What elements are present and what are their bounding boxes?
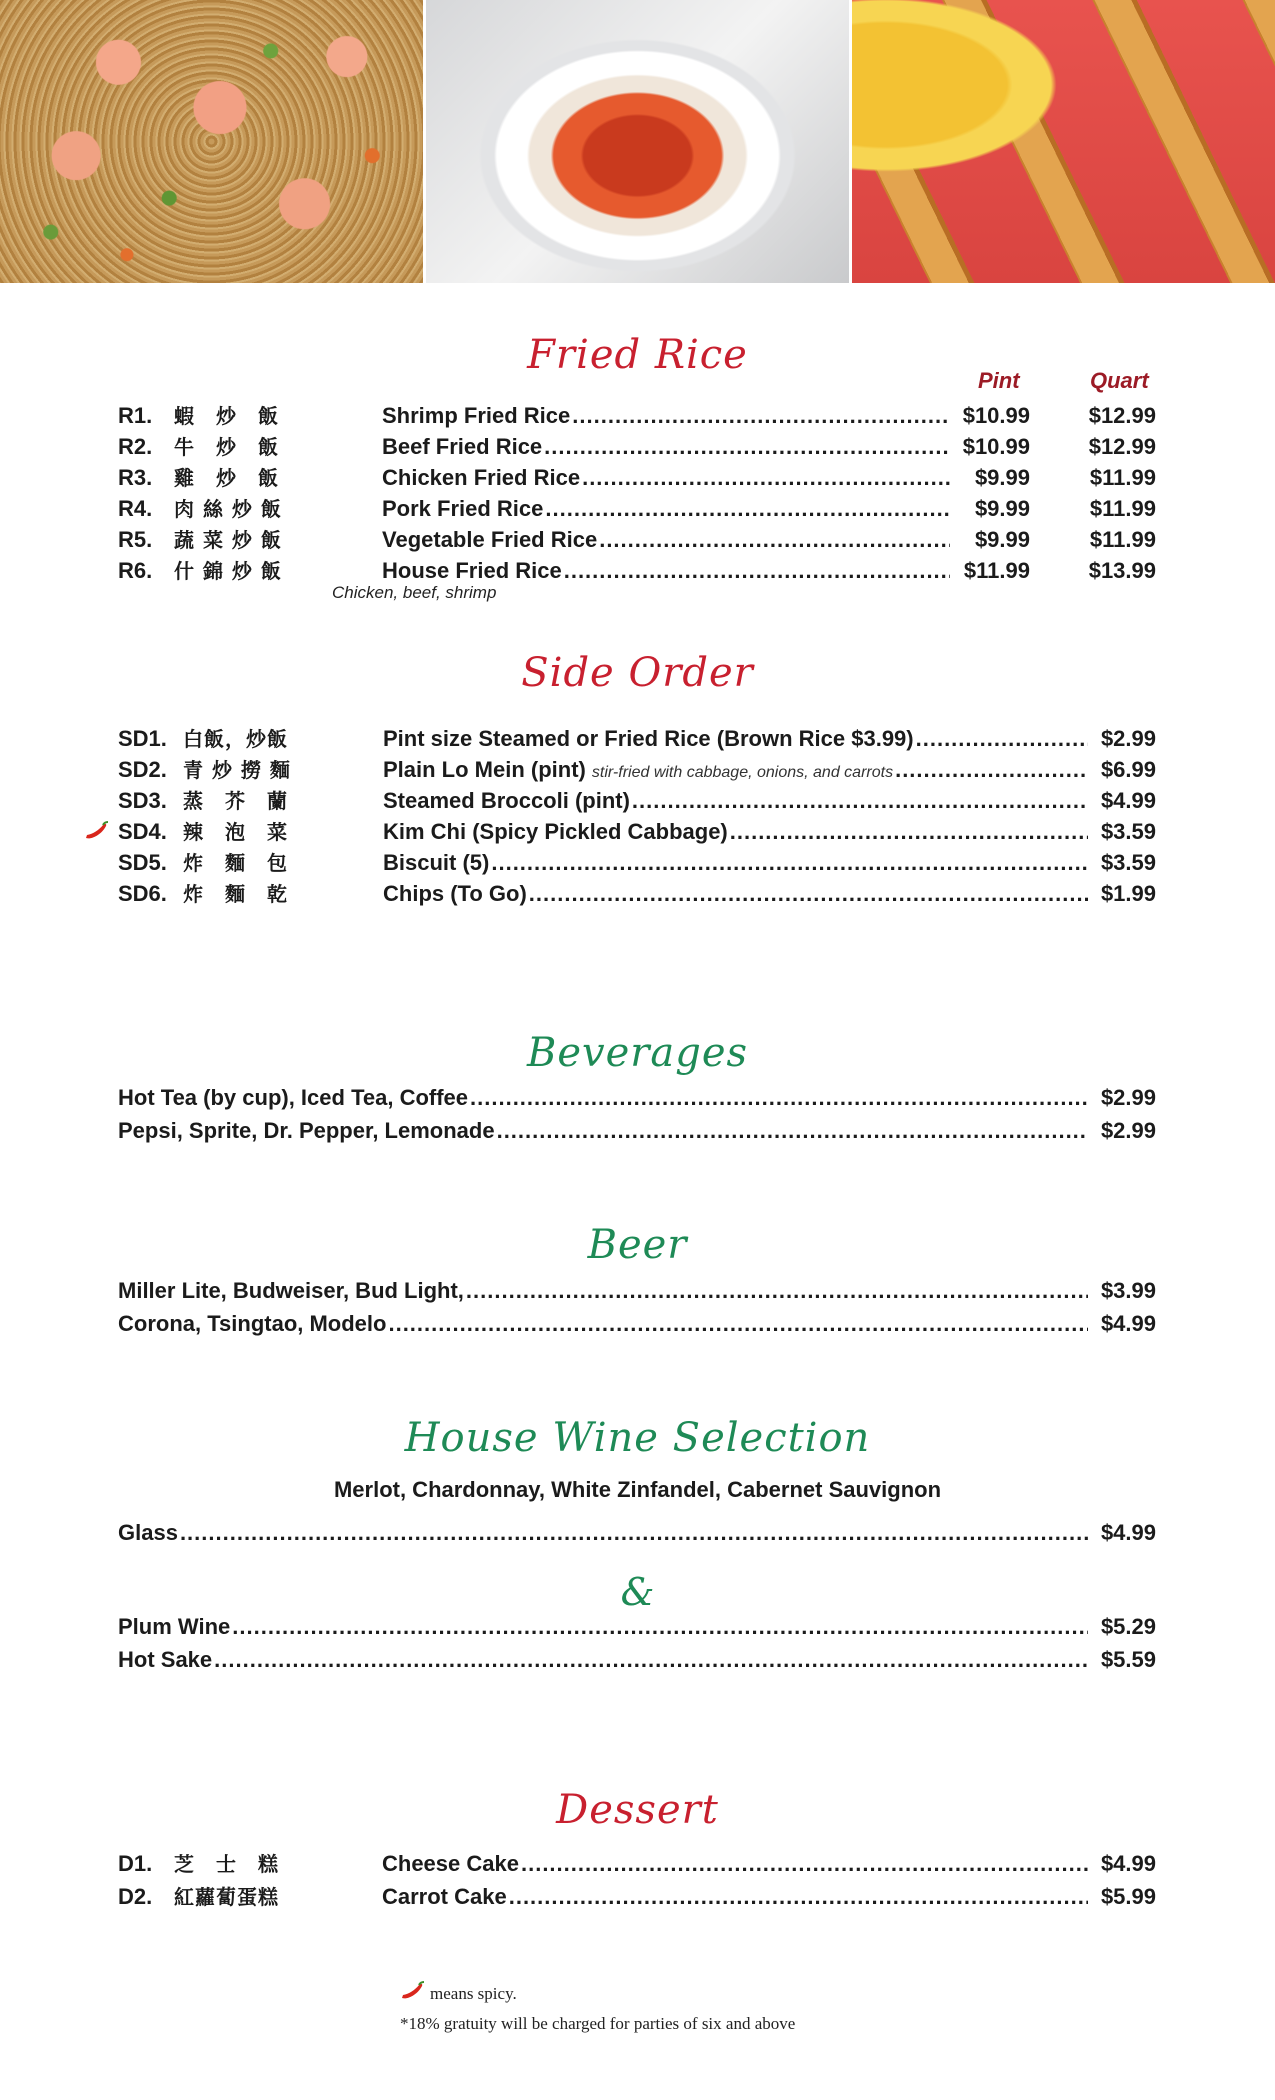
item-price: $4.99	[1100, 1311, 1156, 1336]
item-chinese-name: 青 炒 撈 麵	[183, 758, 291, 782]
item-chinese-name: 雞 炒 飯	[174, 466, 279, 490]
item-name: Kim Chi (Spicy Pickled Cabbage)	[383, 819, 728, 844]
item-code: R4.	[118, 496, 153, 521]
dot-leader	[582, 465, 950, 491]
beer-row	[118, 1311, 1156, 1341]
item-code: SD3.	[118, 788, 167, 813]
menu-item-r5	[118, 524, 1156, 554]
item-chinese-name: 辣 泡 菜	[183, 820, 288, 844]
item-code: R6.	[118, 558, 153, 583]
menu-item-r6	[118, 555, 1156, 585]
item-code: SD5.	[118, 850, 167, 875]
item-chinese-name: 白飯，炒飯	[183, 727, 288, 751]
item-code: R1.	[118, 403, 153, 428]
item-name: Carrot Cake	[382, 1884, 507, 1909]
dot-leader	[572, 403, 950, 429]
item-price: $2.99	[1100, 1085, 1156, 1110]
house-wine-title: House Wine Selection	[404, 1415, 871, 1461]
item-name: Pork Fried Rice	[382, 496, 544, 521]
menu-item-d2	[118, 1881, 1156, 1911]
item-description: stir-fried with cabbage, onions, and carrots	[591, 764, 894, 781]
item-code: R2.	[118, 434, 153, 459]
beverage-row	[118, 1085, 1156, 1115]
dot-leader	[509, 1884, 1088, 1910]
item-chinese-name: 紅蘿蔔蛋糕	[174, 1885, 279, 1909]
menu-item-sd2	[118, 754, 1156, 784]
header-photos	[0, 0, 1275, 283]
item-name: Plum Wine	[118, 1614, 231, 1639]
item-price: $1.99	[1100, 881, 1156, 906]
item-name: Glass	[118, 1520, 178, 1545]
item-chinese-name: 什 錦 炒 飯	[174, 559, 282, 583]
spicy-legend: means spicy.	[430, 1984, 517, 2003]
item-chinese-name: 牛 炒 飯	[174, 435, 279, 459]
quart-price: $12.99	[1088, 434, 1156, 459]
dot-leader	[564, 558, 950, 584]
menu-item-r3	[118, 462, 1156, 492]
dot-leader	[497, 1118, 1088, 1144]
dot-leader	[730, 819, 1088, 845]
item-code: SD6.	[118, 881, 167, 906]
item-code: SD1.	[118, 726, 167, 751]
item-name: Miller Lite, Budweiser, Bud Light,	[118, 1278, 464, 1303]
menu-item-sd3	[118, 785, 1156, 815]
spring-rolls-photo	[852, 0, 1275, 283]
item-code: R5.	[118, 527, 153, 552]
wine-glass-row	[118, 1520, 1156, 1550]
pint-price: $9.99	[974, 496, 1030, 521]
wine-row	[118, 1647, 1156, 1677]
item-price: $5.59	[1100, 1647, 1156, 1672]
dot-leader	[466, 1278, 1088, 1304]
dot-leader	[529, 881, 1088, 907]
quart-price: $11.99	[1089, 465, 1156, 490]
item-price: $4.99	[1100, 788, 1156, 813]
pint-price: $10.99	[962, 403, 1030, 428]
side-order-title: Side Order	[521, 650, 754, 696]
menu-item-r4	[118, 493, 1156, 523]
dot-leader	[232, 1614, 1088, 1640]
item-chinese-name: 蔬 菜 炒 飯	[174, 528, 282, 552]
beer-title: Beer	[587, 1222, 688, 1268]
item-name: Chips (To Go)	[383, 881, 527, 906]
dot-leader	[521, 1851, 1088, 1877]
item-name: Pepsi, Sprite, Dr. Pepper, Lemonade	[118, 1118, 495, 1143]
pint-price: $10.99	[962, 434, 1030, 459]
item-name: Steamed Broccoli (pint)	[383, 788, 630, 813]
item-chinese-name: 蒸 芥 蘭	[183, 789, 288, 813]
item-chinese-name: 炸 麵 包	[183, 851, 288, 875]
item-price: $2.99	[1100, 726, 1156, 751]
item-name: Cheese Cake	[382, 1851, 519, 1876]
shrimp-fried-rice-photo	[0, 0, 423, 283]
item-name: House Fried Rice	[382, 558, 562, 583]
quart-price: $11.99	[1089, 527, 1156, 552]
dot-leader	[895, 757, 1088, 783]
dot-leader	[599, 527, 950, 553]
chili-pepper-icon	[84, 820, 110, 842]
item-price: $2.99	[1100, 1118, 1156, 1143]
menu-item-sd5	[118, 847, 1156, 877]
pint-price: $11.99	[963, 558, 1030, 583]
wine-row	[118, 1614, 1156, 1644]
quart-column-header: Quart	[1090, 368, 1149, 393]
kimchi-photo	[426, 0, 849, 283]
item-chinese-name: 肉 絲 炒 飯	[174, 497, 282, 521]
dot-leader	[470, 1085, 1088, 1111]
item-name: Hot Sake	[118, 1647, 213, 1672]
beverage-row	[118, 1118, 1156, 1148]
item-code: SD4.	[118, 819, 167, 844]
item-price: $3.99	[1100, 1278, 1156, 1303]
item-price: $3.59	[1100, 850, 1156, 875]
item-price: $5.99	[1100, 1884, 1156, 1909]
item-name: Chicken Fried Rice	[382, 465, 581, 490]
quart-price: $11.99	[1089, 496, 1156, 521]
dot-leader	[180, 1520, 1088, 1546]
dessert-title: Dessert	[556, 1787, 719, 1833]
beverages-title: Beverages	[526, 1030, 749, 1076]
menu-item-sd6	[118, 878, 1156, 908]
item-price: $4.99	[1100, 1851, 1156, 1876]
chili-pepper-icon	[400, 1980, 426, 2002]
item-chinese-name: 芝 士 糕	[174, 1852, 279, 1876]
quart-price: $13.99	[1088, 558, 1156, 583]
item-code: D1.	[118, 1851, 153, 1876]
quart-price: $12.99	[1088, 403, 1156, 428]
item-name: Beef Fried Rice	[382, 434, 543, 459]
dot-leader	[491, 850, 1088, 876]
menu-item-r1	[118, 400, 1156, 430]
pint-column-header: Pint	[978, 368, 1020, 393]
dot-leader	[916, 726, 1088, 752]
item-name: Vegetable Fried Rice	[382, 527, 598, 552]
gratuity-note: *18% gratuity will be charged for parties of six and above	[400, 2014, 796, 2033]
r6-description: Chicken, beef, shrimp	[332, 583, 497, 602]
dot-leader	[545, 496, 950, 522]
dot-leader	[632, 788, 1088, 814]
menu-item-d1	[118, 1848, 1156, 1878]
item-name: Hot Tea (by cup), Iced Tea, Coffee	[118, 1085, 469, 1110]
fried-rice-title: Fried Rice	[527, 332, 748, 378]
menu-item-sd4	[118, 816, 1156, 846]
item-name: Corona, Tsingtao, Modelo	[118, 1311, 387, 1336]
beer-row	[118, 1278, 1156, 1308]
item-code: SD2.	[118, 757, 167, 782]
pint-price: $9.99	[974, 527, 1030, 552]
ampersand-divider: &	[620, 1570, 655, 1614]
item-code: R3.	[118, 465, 153, 490]
dot-leader	[544, 434, 950, 460]
item-price: $6.99	[1100, 757, 1156, 782]
item-price: $3.59	[1100, 819, 1156, 844]
dot-leader	[214, 1647, 1088, 1673]
menu-item-r2	[118, 431, 1156, 461]
item-name: Plain Lo Mein (pint)	[383, 757, 586, 782]
menu-item-sd1	[118, 723, 1156, 753]
item-code: D2.	[118, 1884, 153, 1909]
wine-varieties: Merlot, Chardonnay, White Zinfandel, Cabernet Sauvignon	[333, 1477, 942, 1502]
item-price: $4.99	[1100, 1520, 1156, 1545]
item-name: Pint size Steamed or Fried Rice (Brown Rice $3.99)	[383, 726, 914, 751]
item-chinese-name: 蝦 炒 飯	[174, 404, 279, 428]
item-name: Biscuit (5)	[383, 850, 490, 875]
pint-price: $9.99	[974, 465, 1030, 490]
dot-leader	[388, 1311, 1088, 1337]
item-chinese-name: 炸 麵 乾	[183, 882, 288, 906]
item-name: Shrimp Fried Rice	[382, 403, 571, 428]
item-price: $5.29	[1100, 1614, 1156, 1639]
